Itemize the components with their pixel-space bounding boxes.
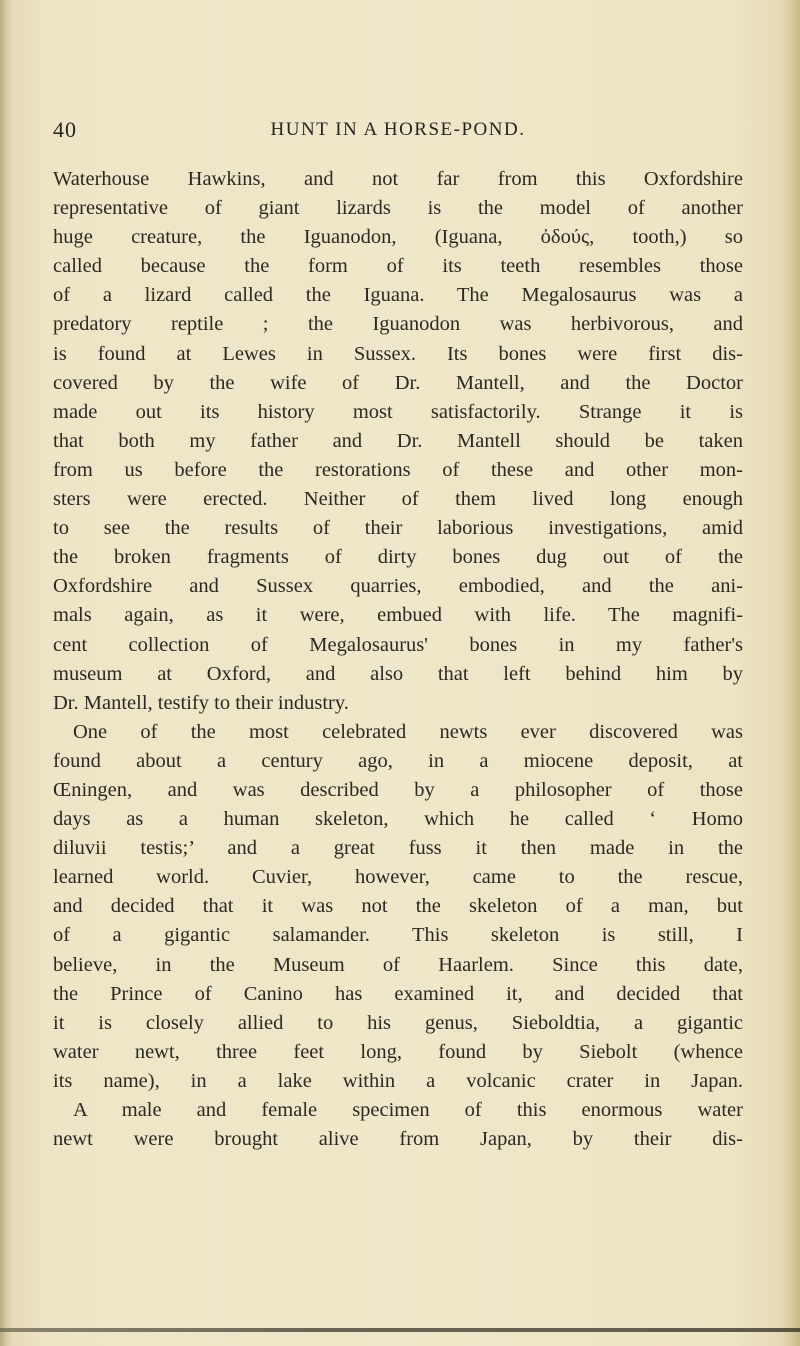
text-line: representative of giant lizards is the model of another: [53, 197, 743, 220]
text-line: Œningen, and was described by a philosopher of those: [53, 778, 743, 801]
text-line: believe, in the Museum of Haarlem. Since this date,: [53, 953, 743, 976]
text-line: Oxfordshire and Sussex quarries, embodied, and the ani-: [53, 575, 743, 598]
text-line: A male and female specimen of this enormous water: [73, 1099, 743, 1121]
text-line: predatory reptile ; the Iguanodon was herbivorous, and: [53, 313, 743, 336]
page-header: [53, 117, 743, 147]
page-bottom-edge: [0, 1328, 800, 1332]
text-line: made out its history most satisfactorily. Strange it is: [53, 400, 743, 423]
text-line: of a lizard called the Iguana. The Megalosaurus was a: [53, 284, 743, 307]
text-line: that both my father and Dr. Mantell should be taken: [53, 429, 743, 452]
text-line: covered by the wife of Dr. Mantell, and the Doctor: [53, 371, 743, 394]
page-number: 40: [53, 117, 77, 142]
text-line: diluvii testis;’ and a great fuss it then made in the: [53, 837, 743, 860]
text-line: cent collection of Megalosaurus' bones in my father's: [53, 633, 743, 656]
running-head: HUNT IN A HORSE-POND.: [270, 119, 526, 140]
text-line: and decided that it was not the skeleton of a man, but: [53, 895, 743, 918]
text-line: Waterhouse Hawkins, and not far from this Oxfordshire: [53, 168, 743, 190]
text-line: from us before the restorations of these and other mon-: [53, 458, 743, 481]
text-line: of a gigantic salamander. This skeleton is still, I: [53, 924, 743, 947]
text-line: found about a century ago, in a miocene deposit, at: [53, 749, 743, 772]
text-line: the Prince of Canino has examined it, and decided that: [53, 982, 743, 1005]
text-line: it is closely allied to his genus, Sieboldtia, a gigantic: [53, 1011, 743, 1034]
text-line: newt were brought alive from Japan, by their dis-: [53, 1128, 743, 1151]
page-right-edge-shadow: [782, 0, 800, 1346]
text-line: One of the most celebrated newts ever discovered was: [73, 720, 743, 743]
text-line: to see the results of their laborious investigations, amid: [53, 517, 743, 540]
text-line: sters were erected. Neither of them lived long enough: [53, 488, 743, 511]
text-line: its name), in a lake within a volcanic crater in Japan.: [53, 1069, 743, 1092]
text-line: days as a human skeleton, which he called ‘ Homo: [53, 808, 743, 831]
text-line: called because the form of its teeth resembles those: [53, 255, 743, 278]
text-line: museum at Oxford, and also that left behind him by: [53, 662, 743, 685]
text-line: Dr. Mantell, testify to their industry.: [53, 691, 349, 714]
text-line: the broken fragments of dirty bones dug out of the: [53, 546, 743, 569]
text-line: learned world. Cuvier, however, came to the rescue,: [53, 866, 743, 889]
text-line: mals again, as it were, embued with life. The magnifi-: [53, 604, 743, 627]
body-text: [53, 165, 743, 1154]
page-left-edge-shadow: [0, 0, 12, 1346]
text-line: water newt, three feet long, found by Siebolt (whence: [53, 1040, 743, 1063]
text-line: huge creature, the Iguanodon, (Iguana, ὀδούς, tooth,) so: [53, 226, 743, 249]
text-line: is found at Lewes in Sussex. Its bones were first dis-: [53, 342, 743, 365]
